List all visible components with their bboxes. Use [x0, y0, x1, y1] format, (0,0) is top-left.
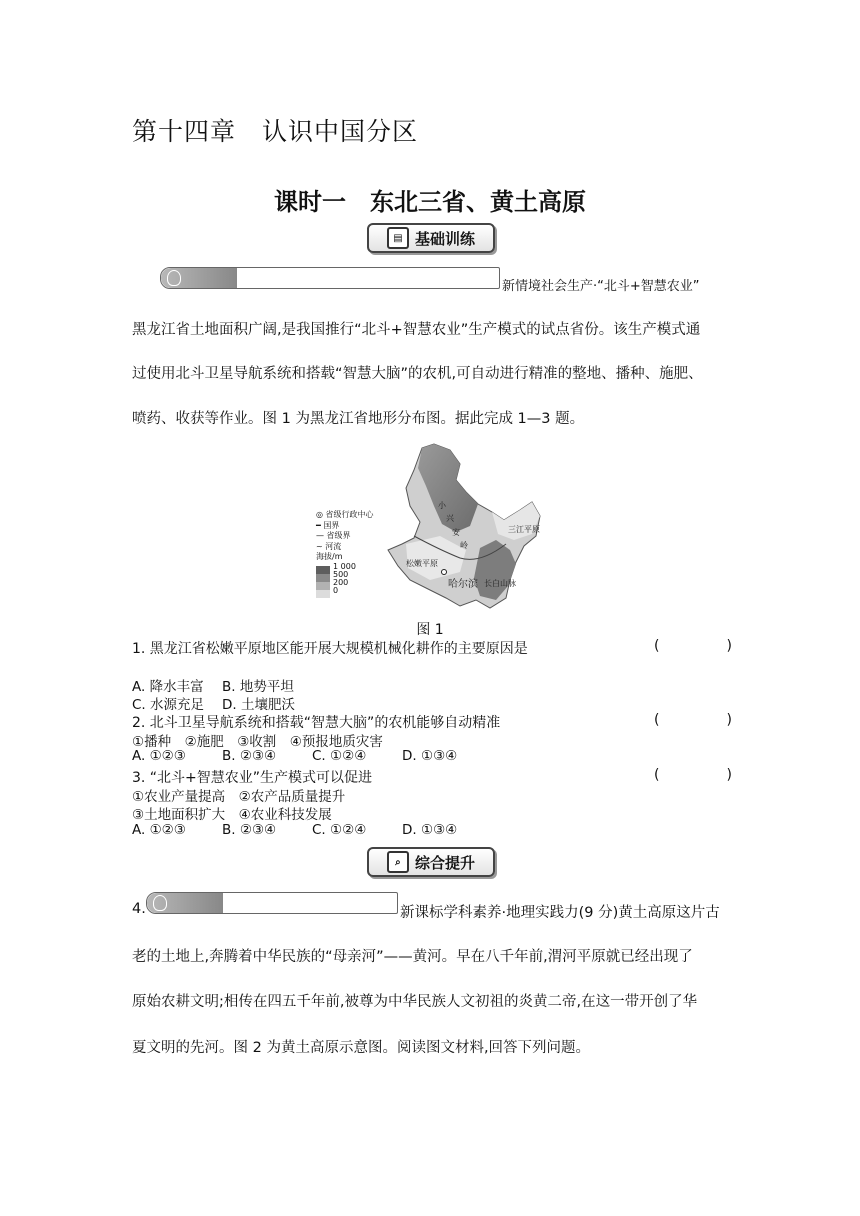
passage-line: 原始农耕文明;相传在四五千年前,被尊为中华民族人文初祖的炎黄二帝,在这一带开创了华 [132, 994, 698, 1010]
map-label: 三江平原 [508, 525, 540, 534]
chapter-title: 第十四章 认识中国分区 [132, 117, 419, 146]
map-label: 岭 [460, 541, 468, 550]
lesson-title: 课时一 东北三省、黄土高原 [274, 188, 586, 216]
lightbulb-icon [167, 270, 181, 286]
question-3-items: ①农业产量提高 ②农产品质量提升 [132, 789, 346, 805]
option: D. ①③④ [402, 822, 458, 838]
passage-line: 过使用北斗卫星导航系统和搭载“智慧大脑”的农机,可自动进行精准的整地、播种、施肥、 [132, 366, 703, 382]
map-label: 兴 [446, 514, 454, 523]
map-label: 安 [452, 528, 460, 537]
question-2-stem: 2. 北斗卫星导航系统和搭载“智慧大脑”的农机能够自动精准 [132, 715, 501, 731]
option: A. ①②③ [132, 748, 186, 764]
option: A. ①②③ [132, 822, 186, 838]
option: C. ①②④ [312, 748, 367, 764]
option: D. ①③④ [402, 748, 458, 764]
context-tag: 新情境社会生产·“北斗+智慧农业” [502, 279, 700, 294]
map-label: 长白山脉 [484, 579, 516, 588]
option: D. 土壤肥沃 [222, 697, 295, 713]
map-label: 哈尔滨 [448, 579, 478, 590]
option: C. 水源充足 [132, 697, 205, 713]
option: C. ①②④ [312, 822, 367, 838]
harbin-marker [442, 570, 447, 575]
magnifier-icon: ⌕ [387, 851, 409, 873]
section-badge-basic [367, 223, 495, 253]
capital-icon: ◎ [316, 510, 326, 519]
question-4-number: 4. [132, 901, 146, 917]
context-ribbon [146, 892, 398, 914]
option: B. ②③④ [222, 748, 277, 764]
notebook-icon: ▤ [387, 227, 409, 249]
river-icon: ~ [316, 541, 326, 551]
option: B. 地势平坦 [222, 679, 294, 695]
section-badge-advanced [367, 847, 495, 877]
map-legend: ◎ 省级行政中心 ━ 国界 — 省级界 ~ 河流 海拔/m 1 000 500 200 0 [316, 510, 374, 598]
section-label: 综合提升 [414, 853, 475, 872]
lightbulb-icon [153, 895, 167, 911]
context-ribbon [160, 267, 500, 289]
answer-paren: ( ) [654, 712, 732, 728]
section-label: 基础训练 [414, 229, 475, 248]
answer-paren: ( ) [654, 638, 732, 654]
question-2-items: ①播种 ②施肥 ③收割 ④预报地质灾害 [132, 734, 383, 750]
figure-caption: 图 1 [416, 622, 444, 638]
passage-line: 喷药、收获等作业。图 1 为黑龙江省地形分布图。据此完成 1—3 题。 [132, 411, 585, 427]
passage-line: 老的土地上,奔腾着中华民族的“母亲河”——黄河。早在八千年前,渭河平原就已经出现了 [132, 949, 693, 965]
option: B. ②③④ [222, 822, 277, 838]
question-3-stem: 3. “北斗+智慧农业”生产模式可以促进 [132, 770, 373, 786]
question-4-tag: 新课标学科素养·地理实践力(9 分)黄土高原这片古 [400, 905, 720, 921]
map-label: 松嫩平原 [406, 559, 438, 568]
option: A. 降水丰富 [132, 679, 204, 695]
question-1-stem: 1. 黑龙江省松嫩平原地区能开展大规模机械化耕作的主要原因是 [132, 641, 528, 657]
passage-line: 夏文明的先河。图 2 为黄土高原示意图。阅读图文材料,回答下列问题。 [132, 1040, 591, 1056]
map-label: 小 [438, 501, 446, 510]
question-3-items: ③土地面积扩大 ④农业科技发展 [132, 807, 332, 823]
answer-paren: ( ) [654, 767, 732, 783]
passage-line: 黑龙江省土地面积广阔,是我国推行“北斗+智慧农业”生产模式的试点省份。该生产模式通 [132, 322, 701, 338]
